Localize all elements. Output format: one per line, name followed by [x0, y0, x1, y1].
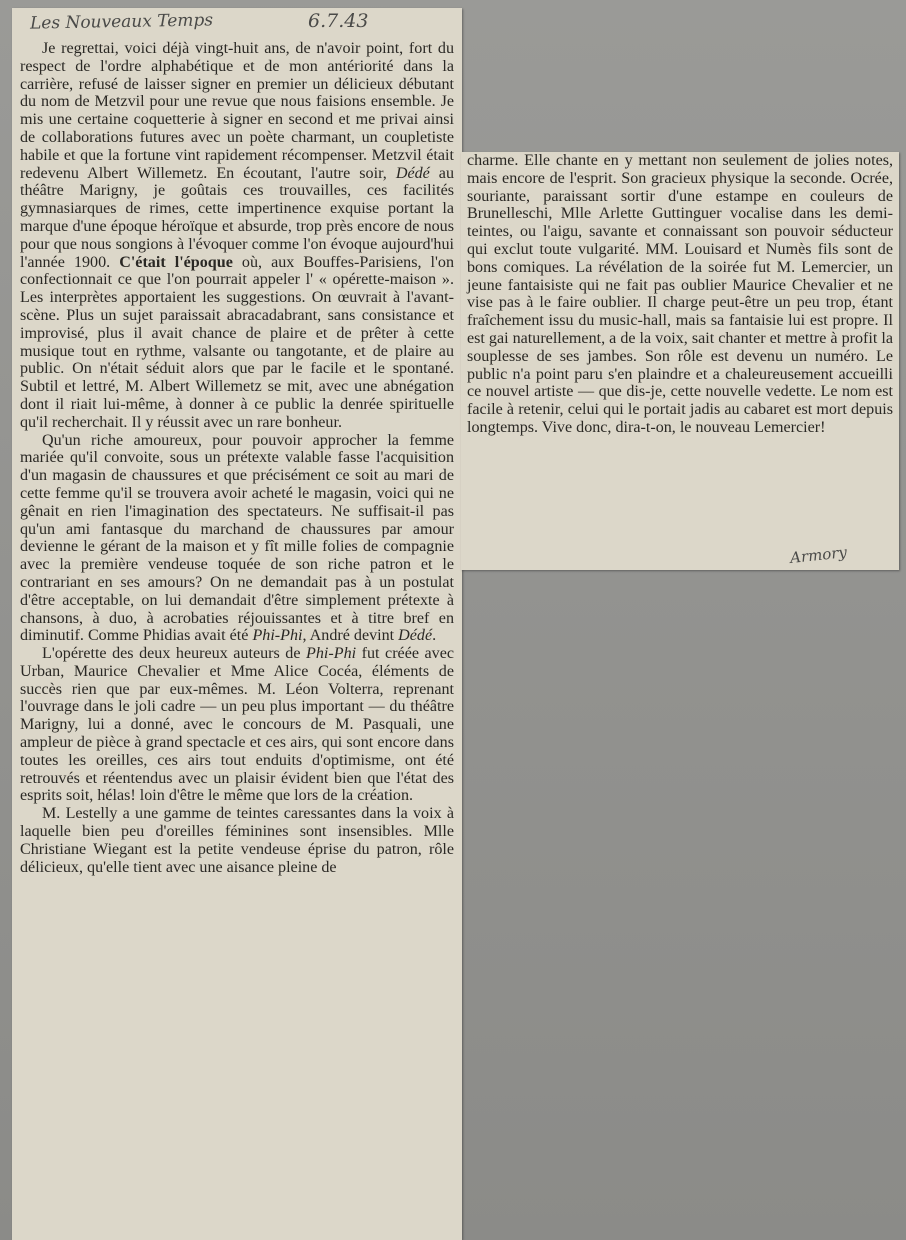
clipping-right-column	[461, 152, 899, 570]
article-text-right	[467, 152, 893, 437]
paragraph-5: charme. Elle chante en y mettant non seulement de jolies notes, mais encore de l'esprit. Son gracieux physique la seconde. Ocrée, souriante, paraissant sortir d'une estampe en couleurs de Brunelleschi, Mlle Arlette Guttinguer vocalise dans les demi-teintes, ou l'aigu, savante et connaissant son pouvoir séducteur qui exclut toute vulgarité. MM. Louisard et Numès fils sont de bons comiques. La révélation de la soirée fut M. Lemercier, un jeune fantaisiste qui ne fait pas oublier Maurice Chevalier et ne vise pas à le faire oublier. Il charge peut-être un peu trop, étant fraîchement issu du music-hall, mais sa fantaisie lui est propre. Il est gai naturellement, a de la voix, sait chanter et mettre à profit la souplesse de ses jambes. Son rôle est devenu un numéro. Le public n'a point paru s'en plaindre et a chaleureusement accueilli ce nouvel artiste — que dis-je, cette nouvelle vedette. Le nom est facile à retenir, celui qui le portait jadis au cabaret est mort depuis longtemps. Vive donc, dira-t-on, le nouveau Lemercier!	[467, 152, 893, 436]
clipping-left-column	[12, 8, 462, 1240]
paragraph-4: M. Lestelly a une gamme de teintes caressantes dans la voix à laquelle bien peu d'oreilles féminines sont insensibles. Mlle Christiane Wiegant est la petite vendeuse éprise du patron, rôle délicieux, qu'elle tient avec une aisance pleine de	[20, 805, 454, 876]
article-text-left	[20, 40, 454, 876]
paragraph-1: Je regrettai, voici déjà vingt-huit ans, de n'avoir point, fort du respect de l'ordre alphabétique et de mon antériorité dans la carrière, refusé de laisser signer en premier un délicieux débutant du nom de Metzvil pour une revue que nous faisions ensemble. Je mis une certaine coquetterie à signer en second et me privai ainsi de collaborations futures avec un poète charmant, un coupletiste habile et que la fortune vint rapidement récompenser. Metzvil était redevenu Albert Willemetz. En écoutant, l'autre soir, Dédé au théâtre Marigny, je goûtais ces trouvailles, ces facilités gymnasiarques de rimes, cette impertinence exquise portant la marque d'une époque héroïque et absurde, trop près encore de nous pour que nous songions à l'évoquer comme l'on évoque aujourd'hui l'année 1900. C'était l'époque où, aux Bouffes-Parisiens, l'on confectionnait ce que l'on pourrait appeler l' « opérette-maison ». Les interprètes apportaient les suggestions. On œuvrait à l'avant-scène. Plus un sujet paraissait abracadabrant, sans consistance et improvisé, plus il avait chance de plaire et de prêter à cette musique tout en rythme, valsante ou tangotante, et de plaire au public. On n'était séduit alors que par le facile et le spontané. Subtil et lettré, M. Albert Willemetz se mit, avec une abnégation dont il riait lui-même, à donner à ce public la denrée spirituelle qu'il recherchait. Il y réussit avec un rare bonheur.	[20, 40, 455, 431]
paragraph-2: Qu'un riche amoureux, pour pouvoir approcher la femme mariée qu'il convoite, sous un prétexte valable fasse l'acquisition d'un magasin de chaussures et que précisément ce soit au mari de cette femme qu'il se trouvera avoir acheté le magasin, voici qui ne gênait en rien l'imagination des spectateurs. Ne suffisait-il pas qu'un ami fantasque du marchand de chaussures par amour devienne le gérant de la maison et y fît mille folies de compagnie avec la première vendeuse toquée de son riche patron et le contrariant en ses amours? On ne demandait pas à un postulat d'être acceptable, on lui demandait d'être simplement prétexte à chansons, à duo, à acrobaties réjouissantes et à titre bref en diminutif. Comme Phidias avait été Phi-Phi, André devint Dédé.	[20, 431, 454, 645]
handwritten-date: 6.7.43	[308, 10, 369, 32]
paragraph-3: L'opérette des deux heureux auteurs de Phi-Phi fut créée avec Urban, Maurice Chevalier et Mme Alice Cocéa, éléments de succès rien que par eux-mêmes. M. Léon Volterra, reprenant l'ouvrage dans le joli cadre — un peu plus important — du théâtre Marigny, lui a donné, avec le concours de M. Pasquali, une ampleur de pièce à grand spectacle et ces airs, qui sont encore dans toutes les oreilles, ces airs tout enduits d'optimisme, ont été retrouvés et réentendus avec un plaisir évident bien que l'état des esprits soit, hélas! loin d'être le même que lors de la création.	[20, 645, 454, 805]
handwritten-signature: Armory	[789, 543, 848, 567]
handwritten-source: Les Nouveaux Temps	[29, 10, 214, 34]
